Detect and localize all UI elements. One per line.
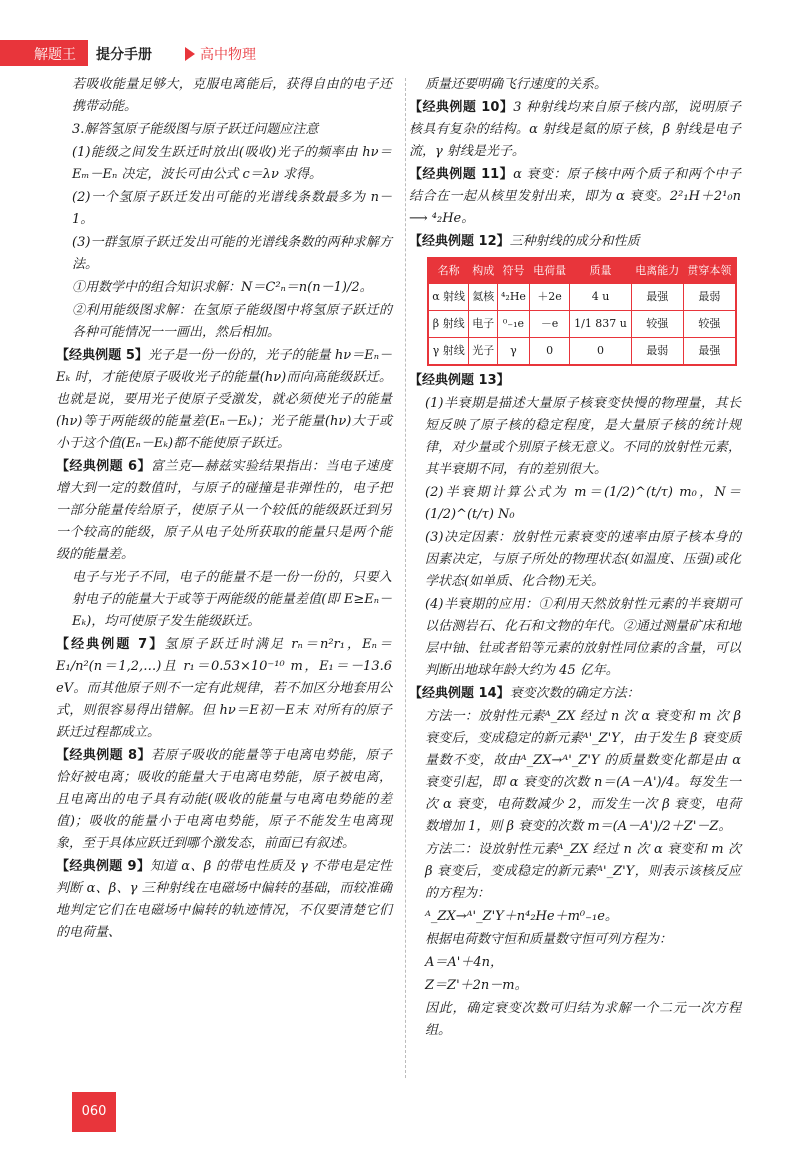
table-cell: 0 bbox=[529, 338, 569, 366]
example-label: 【经典例题 13】 bbox=[409, 373, 510, 388]
paragraph-text: 知道 α、β 的带电性质及 γ 不带电是定性判断 α、β、γ 三种射线在电磁场中偏转的基础，而较准确地判定它们在电磁场中偏转的轨迹情况，不仅要清楚它们的电荷量、 bbox=[56, 859, 392, 940]
table-cell: 0 bbox=[570, 338, 631, 366]
table-cell: ＋2e bbox=[529, 284, 569, 311]
paragraph bbox=[56, 345, 392, 455]
table-header-cell: 电离能力 bbox=[631, 258, 683, 284]
left-column bbox=[56, 74, 393, 945]
paragraph-text: 方法二：设放射性元素ᴬ_ZX 经过 n 次 α 衰变和 m 次 β 衰变后，变成稳定的新元素ᴬ'_Z'Y，则表示该核反应的方程为： bbox=[425, 842, 741, 901]
header-tab-label: 解题王 bbox=[34, 47, 76, 63]
paragraph-text: (2)一个氢原子跃迁发出可能的光谱线条数最多为 n－1。 bbox=[72, 190, 392, 227]
paragraph-text: (1)半衰期是描述大量原子核衰变快慢的物理量，其长短反映了原子核的稳定程度，是大量原子核的统计规律，对少量或个别原子核无意义。不同的放射性元素，其半衰期不同，有的差别很大。 bbox=[425, 396, 741, 477]
table-cell: ⁰₋₁e bbox=[498, 311, 530, 338]
paragraph-text: 衰变次数的确定方法： bbox=[509, 686, 640, 701]
example-label: 【经典例题 12】 bbox=[409, 234, 510, 249]
table-cell: 较强 bbox=[631, 311, 683, 338]
paragraph-text: 若吸收能量足够大，克服电离能后，获得自由的电子还携带动能。 bbox=[72, 77, 392, 114]
example-label: 【经典例题 10】 bbox=[409, 100, 514, 115]
paragraph-text: 富兰克—赫兹实验结果指出：当电子速度增大到一定的数值时，与原子的碰撞是非弹性的，电子把一部分能量传给原子，使原子从一个较低的能级跃迁到另一个较高的能级，原子从电子处所获取的能量只是两个能级的能量差。 bbox=[56, 459, 392, 562]
paragraph-text: (4)半衰期的应用：①利用天然放射性元素的半衰期可以估测岩石、化石和文物的年代。②通过测量矿床和地层中铀、钍或者铅等元素的放射性同位素的含量，可以判断出地球年龄大约为 45 亿年。 bbox=[425, 597, 741, 678]
table-cell: ⁴₂He bbox=[498, 284, 530, 311]
paragraph bbox=[56, 456, 392, 566]
table-cell: 电子 bbox=[469, 311, 498, 338]
paragraph-text: 3 种射线均来自原子核内部，说明原子核具有复杂的结构。α 射线是氦的原子核，β 射线是电子流，γ 射线是光子。 bbox=[409, 100, 741, 159]
paragraph bbox=[425, 527, 741, 593]
paragraph bbox=[425, 594, 741, 682]
paragraph-text: ᴬ_ZX→ᴬ'_Z'Y＋n⁴₂He＋m⁰₋₁e。 bbox=[425, 909, 618, 924]
header-tab bbox=[0, 40, 88, 66]
example-label: 【经典例题 14】 bbox=[409, 686, 510, 701]
paragraph-text: (1)能级之间发生跃迁时放出(吸收)光子的频率由 hν＝Eₘ－Eₙ 决定，波长可由公式 c＝λν 求得。 bbox=[72, 145, 392, 182]
table-cell: γ bbox=[498, 338, 530, 366]
right-column-bottom bbox=[409, 370, 741, 1042]
table-header-cell: 电荷量 bbox=[529, 258, 569, 284]
table-header-cell: 构成 bbox=[469, 258, 498, 284]
table-header-cell: 质量 bbox=[570, 258, 631, 284]
paragraph bbox=[425, 74, 741, 96]
paragraph bbox=[425, 706, 741, 838]
paragraph-text: 3.解答氢原子能级图与原子跃迁问题应注意 bbox=[72, 122, 319, 137]
table-row bbox=[428, 311, 736, 338]
table-header-cell: 名称 bbox=[428, 258, 469, 284]
paragraph-text: 氢原子跃迁时满足 rₙ＝n²r₁，Eₙ＝E₁/n²(n＝1,2,…)且 r₁＝0.53×10⁻¹⁰ m，E₁＝－13.6 eV。而其他原子则不一定有此规律，若不加区分地套用公式，则很容易得出错解。但 hν＝E初－E末 对所有的原子跃迁过程都成立。 bbox=[56, 637, 392, 740]
paragraph bbox=[425, 839, 741, 905]
table-cell: β 射线 bbox=[428, 311, 469, 338]
paragraph bbox=[425, 393, 741, 481]
example-label: 【经典例题 6】 bbox=[56, 459, 151, 474]
table-body bbox=[428, 284, 736, 366]
paragraph-text: (3)一群氢原子跃迁发出可能的光谱线条数的两种求解方法。 bbox=[72, 235, 392, 272]
right-column bbox=[409, 74, 741, 1043]
table-header-cell: 符号 bbox=[498, 258, 530, 284]
paragraph bbox=[72, 142, 392, 186]
table-cell: －e bbox=[529, 311, 569, 338]
paragraph bbox=[409, 231, 741, 253]
table-cell: 光子 bbox=[469, 338, 498, 366]
page-number: 060 bbox=[72, 1092, 116, 1132]
column-divider bbox=[405, 78, 406, 1078]
paragraph bbox=[56, 634, 392, 744]
table-cell: γ 射线 bbox=[428, 338, 469, 366]
paragraph-text: 若原子吸收的能量等于电离电势能，原子恰好被电离；吸收的能量大于电离电势能，原子被电离，且电离出的电子具有动能(吸收的能量与电离电势能的差值)；吸收的能量小于电离电势能，原子不能发生电离现象，至于具体应跃迁到哪个激发态，前面已有叙述。 bbox=[56, 748, 392, 851]
paragraph-text: 因此，确定衰变次数可归结为求解一个二元一次方程组。 bbox=[425, 1001, 741, 1038]
table-cell: 1/1 837 u bbox=[570, 311, 631, 338]
table-row bbox=[428, 338, 736, 366]
paragraph bbox=[425, 952, 741, 974]
table-cell: 最弱 bbox=[683, 284, 736, 311]
paragraph bbox=[72, 74, 392, 118]
table-cell: 氦核 bbox=[469, 284, 498, 311]
example-label: 【经典例题 8】 bbox=[56, 748, 151, 763]
table-cell: 4 u bbox=[570, 284, 631, 311]
paragraph-text: (2)半衰期计算公式为 m＝(1/2)^(t/τ) m₀，N＝(1/2)^(t/τ) N₀ bbox=[425, 485, 741, 522]
paragraph bbox=[72, 277, 392, 299]
paragraph bbox=[409, 97, 741, 163]
table-cell: 最强 bbox=[683, 338, 736, 366]
paragraph bbox=[425, 929, 741, 951]
paragraph bbox=[425, 482, 741, 526]
paragraph-text: 电子与光子不同，电子的能量不是一份一份的，只要入射电子的能量大于或等于两能级的能量差值(即 E≥Eₙ－Eₖ)，均可使原子发生能级跃迁。 bbox=[72, 570, 392, 629]
paragraph bbox=[409, 370, 741, 392]
table-cell: 较强 bbox=[683, 311, 736, 338]
paragraph-text: ①用数学中的组合知识求解：N＝C²ₙ＝n(n－1)/2。 bbox=[72, 280, 373, 295]
triangle-marker-icon bbox=[185, 47, 195, 61]
paragraph-text: α 衰变：原子核中两个质子和两个中子结合在一起从核里发射出来，即为 α 衰变。2²₁H＋2¹₀n ⟶ ⁴₂He。 bbox=[409, 167, 741, 226]
paragraph bbox=[72, 300, 392, 344]
paragraph-text: (3)决定因素：放射性元素衰变的速率由原子核本身的因素决定，与原子所处的物理状态(如温度、压强)或化学状态(如单质、化合物)无关。 bbox=[425, 530, 741, 589]
paragraph bbox=[72, 567, 392, 633]
paragraph-text: 光子是一份一份的，光子的能量 hν＝Eₙ－Eₖ 时，才能使原子吸收光子的能量(hν)而向高能级跃迁。也就是说，要用光子使原子受激发，就必须使光子的能量(hν)等于两能级的能量差(Eₙ－Eₖ)；光子能量(hν)大于或小于这个值(Eₙ－Eₖ)都不能使原子跃迁。 bbox=[56, 348, 393, 451]
paragraph bbox=[409, 683, 741, 705]
table-row bbox=[428, 284, 736, 311]
paragraph-text: Z＝Z'＋2n－m。 bbox=[425, 978, 528, 993]
right-column-top bbox=[409, 74, 741, 253]
table-cell: α 射线 bbox=[428, 284, 469, 311]
paragraph bbox=[409, 164, 741, 230]
example-label: 【经典例题 9】 bbox=[56, 859, 151, 874]
paragraph-text: 质量还要明确飞行速度的关系。 bbox=[425, 77, 608, 92]
paragraph-text: A＝A'＋4n， bbox=[425, 955, 503, 970]
paragraph bbox=[72, 119, 392, 141]
table-header-cell: 贯穿本领 bbox=[683, 258, 736, 284]
paragraph bbox=[56, 856, 392, 944]
paragraph bbox=[425, 975, 741, 997]
example-label: 【经典例题 7】 bbox=[56, 637, 165, 652]
paragraph bbox=[425, 998, 741, 1042]
paragraph bbox=[72, 187, 392, 231]
table-header-row bbox=[428, 258, 736, 284]
example-label: 【经典例题 11】 bbox=[409, 167, 514, 182]
book-title: 提分手册 bbox=[96, 47, 152, 63]
running-header bbox=[0, 40, 800, 66]
subject-title: 高中物理 bbox=[200, 47, 256, 63]
paragraph bbox=[425, 906, 741, 928]
paragraph-text: 方法一：放射性元素ᴬ_ZX 经过 n 次 α 衰变和 m 次 β 衰变后，变成稳定的新元素ᴬ'_Z'Y，由于发生 β 衰变质量数不变，故由ᴬ_ZX→ᴬ'_Z'Y 的质量数变化都是由 α 衰变引起，即 α 衰变的次数 n＝(A－A')/4。每发生一次 α 衰变，电荷数减少 2，而发生一次 β 衰变，电荷数增加 1，则 β 衰变的次数 m＝(A－A')/2＋Z'－Z。 bbox=[425, 709, 741, 834]
table-cell: 最强 bbox=[631, 284, 683, 311]
example-label: 【经典例题 5】 bbox=[56, 348, 148, 363]
paragraph-text: ②利用能级图求解：在氢原子能级图中将氢原子跃迁的各种可能情况一一画出，然后相加。 bbox=[72, 303, 392, 340]
radiation-table bbox=[427, 257, 737, 366]
table-cell: 最弱 bbox=[631, 338, 683, 366]
paragraph-text: 三种射线的成分和性质 bbox=[509, 234, 640, 249]
paragraph-text: 根据电荷数守恒和质量数守恒可列方程为： bbox=[425, 932, 673, 947]
paragraph bbox=[72, 232, 392, 276]
paragraph bbox=[56, 745, 392, 855]
